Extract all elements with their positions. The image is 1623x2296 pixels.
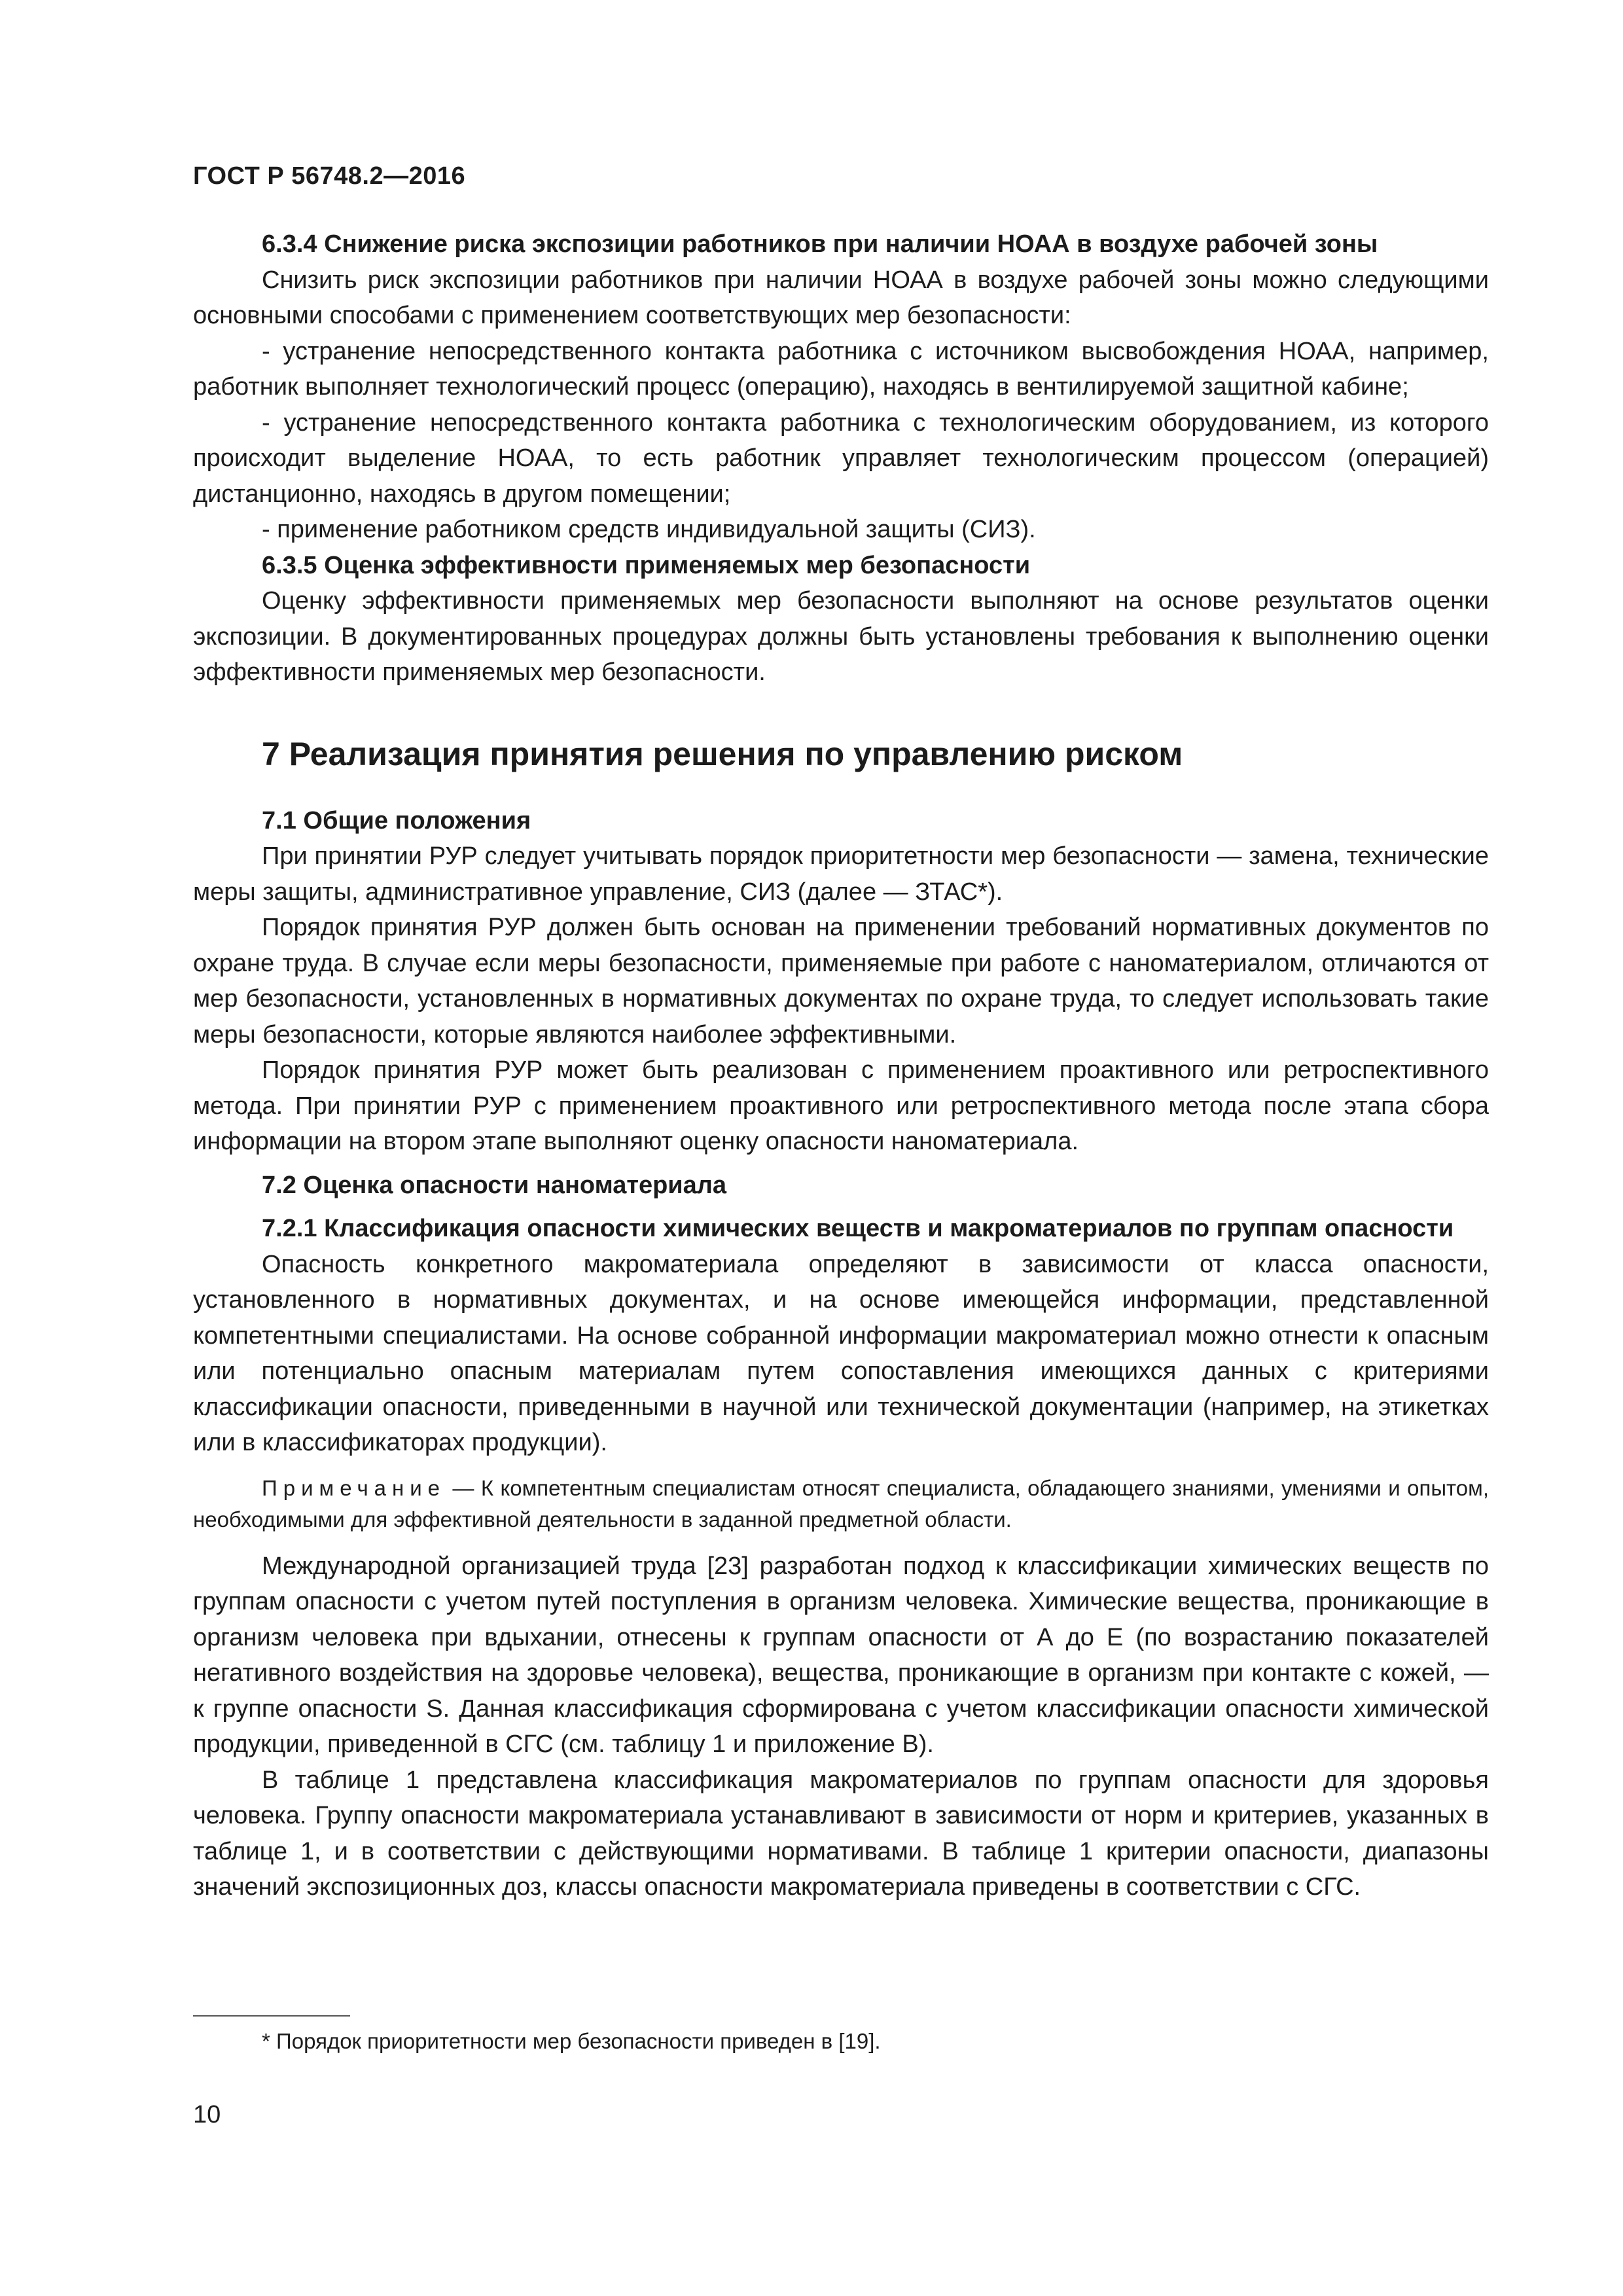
paragraph: Порядок принятия РУР может быть реализован с применением проактивного или ретроспективного метода. При принятии РУР с применением проактивного или ретроспективного метода после этапа сбора информации на втором этапе выполняют оценку опасности наноматериала. (193, 1056, 1489, 1155)
note-text: — К компетентным специалистам относят специалиста, обладающего знаниями, умениями и опытом, необходимыми для эффективной деятельности в заданной предметной области. (193, 1475, 1489, 1532)
section-6-3-5-heading: 6.3.5 Оценка эффективности применяемых мер безопасности (262, 551, 1031, 579)
list-item: - устранение непосредственного контакта работника с технологическим оборудованием, из которого происходит выделение НОАА, то есть работник управляет технологическим процессом (операцией) дистанционно, находясь в другом помещении; (193, 408, 1489, 508)
paragraph: Порядок принятия РУР должен быть основан на применении требований нормативных документов по охране труда. В случае если меры безопасности, применяемые при работе с наноматериалом, отличаются от мер безопасности, установленных в нормативных документах по охране труда, то следует использовать такие меры безопасности, которые являются наиболее эффективными. (193, 914, 1489, 1049)
list-item: - применение работником средств индивидуальной защиты (СИЗ). (262, 516, 1036, 543)
document-header: ГОСТ Р 56748.2—2016 (193, 162, 466, 190)
footnote: * Порядок приоритетности мер безопасности приведен в [19]. (262, 2029, 881, 2053)
section-6-3-4-heading: 6.3.4 Снижение риска экспозиции работников при наличии НОАА в воздухе рабочей зоны (262, 230, 1378, 258)
section-7-2-heading: 7.2 Оценка опасности наноматериала (262, 1171, 727, 1199)
section-6-3-4-intro: Снизить риск экспозиции работников при наличии НОАА в воздухе рабочей зоны можно следующими основными способами с применением соответствующих мер безопасности: (193, 266, 1489, 329)
paragraph: При принятии РУР следует учитывать порядок приоритетности мер безопасности — замена, технические меры защиты, административное управление, СИЗ (далее — ЗТАС*). (193, 842, 1489, 906)
section-6-3-5-text: Оценку эффективности применяемых мер безопасности выполняют на основе результатов оценки экспозиции. В документированных процедурах должны быть установлены требования к выполнению оценки эффективности применяемых мер безопасности. (193, 587, 1489, 686)
page-number: 10 (193, 2101, 221, 2128)
document-body (193, 226, 1489, 1905)
list-item: - устранение непосредственного контакта работника с источником высвобождения НОАА, например, работник выполняет технологический процесс (операцию), находясь в вентилируемой защитной кабине; (193, 337, 1489, 401)
section-7-2-1-heading: 7.2.1 Классификация опасности химических веществ и макроматериалов по группам опасности (262, 1215, 1454, 1242)
section-7-heading: 7 Реализация принятия решения по управлению риском (262, 735, 1183, 772)
footnote-separator (193, 2015, 350, 2017)
paragraph: Опасность конкретного макроматериала определяют в зависимости от класса опасности, установленного в нормативных документах, и на основе имеющейся информации, представленной компетентными специалистами. На основе собранной информации макроматериал можно отнести к опасным или потенциально опасным материалам путем сопоставления имеющихся данных с критериями классификации опасности, приведенными в научной или технической документации (например, на этикетках или в классификаторах продукции). (193, 1250, 1489, 1456)
note-label: Примечание (262, 1475, 446, 1500)
paragraph: В таблице 1 представлена классификация макроматериалов по группам опасности для здоровья человека. Группу опасности макроматериала устанавливают в зависимости от норм и критериев, указанных в таблице 1, и в соответствии с действующими нормативами. В таблице 1 критерии опасности, диапазоны значений экспозиционных доз, классы опасности макроматериала приведены в соответствии с СГС. (193, 1766, 1489, 1901)
paragraph: Международной организацией труда [23] разработан подход к классификации химических веществ по группам опасности с учетом путей поступления в организм человека. Химические вещества, проникающие в организм человека при вдыхании, отнесены к группам опасности от А до Е (по возрастанию показателей негативного воздействия на здоровье человека), вещества, проникающие в организм при контакте с кожей, — к группе опасности S. Данная классификация сформирована с учетом классификации опасности химической продукции, приведенной в СГС (см. таблицу 1 и приложение В). (193, 1552, 1489, 1758)
note (193, 1473, 1489, 1535)
section-7-1-heading: 7.1 Общие положения (262, 806, 531, 834)
